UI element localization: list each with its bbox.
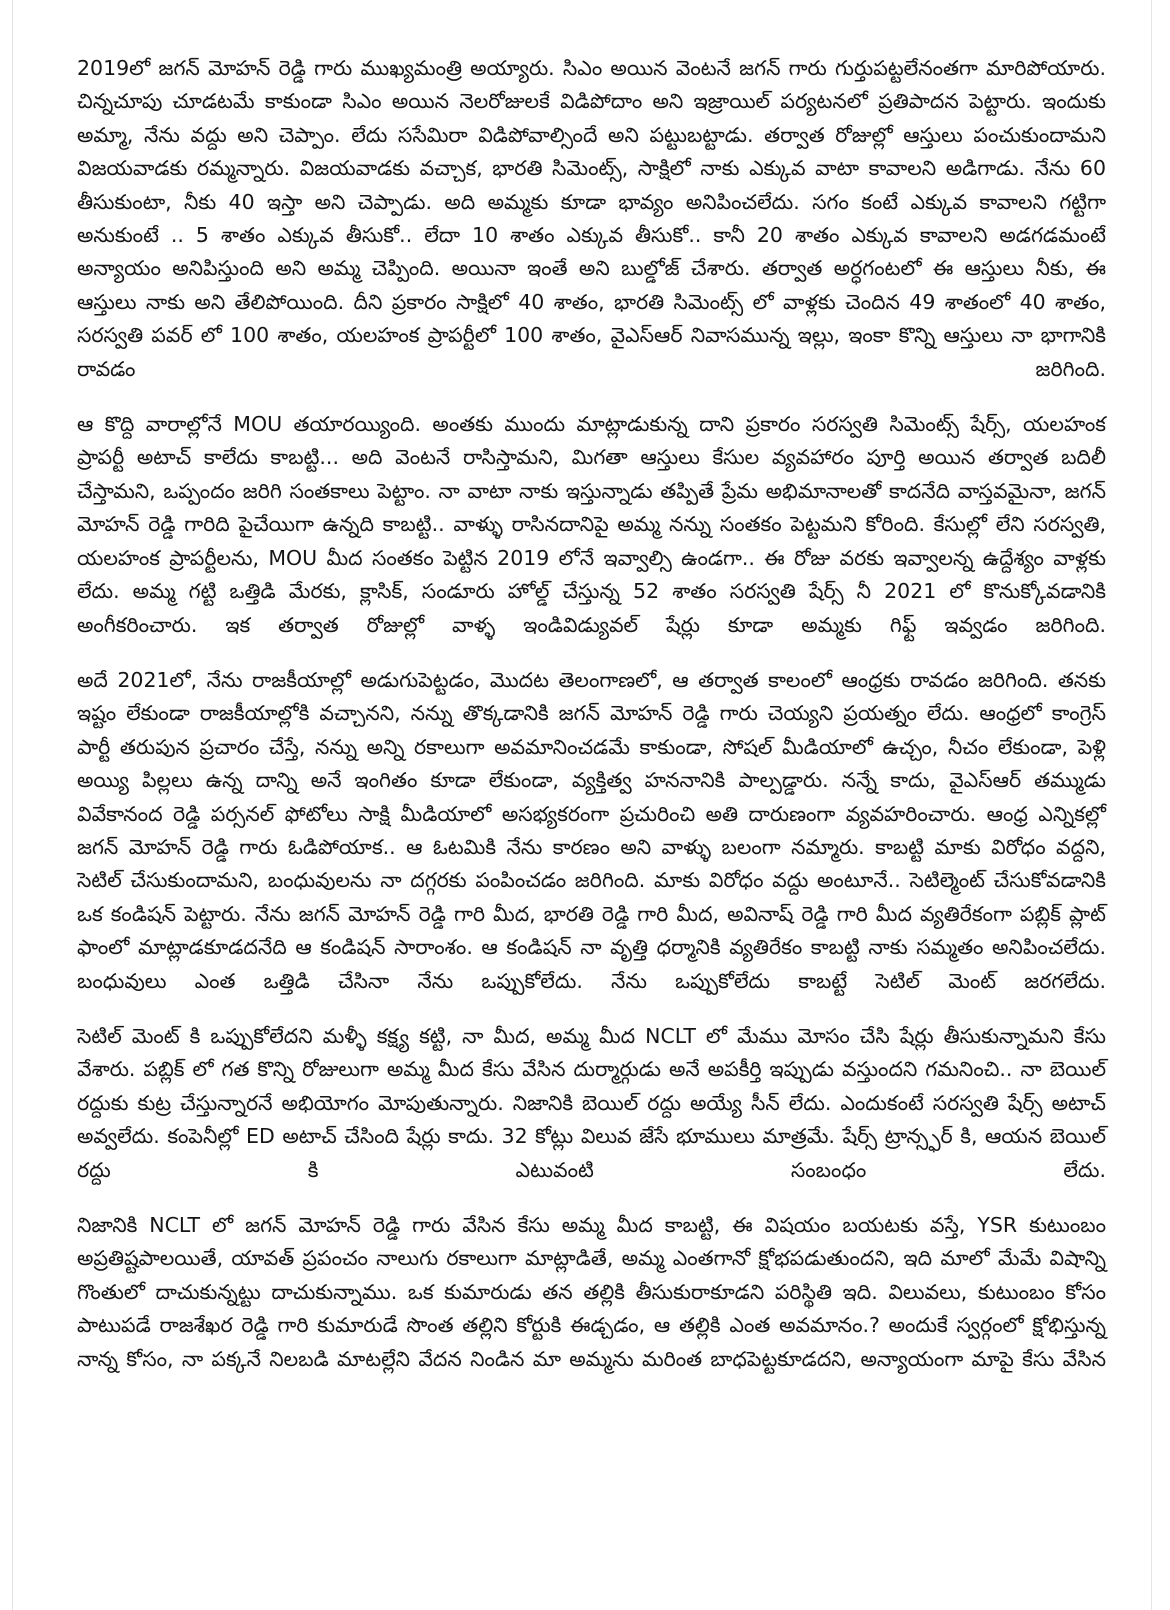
document-body <box>77 52 1106 1376</box>
paragraph-2: ఆ కొద్ది వారాల్లోనే MOU తయారయ్యింది. అంతకు ముందు మాట్లాడుకున్న దాని ప్రకారం సరస్వతి సిమెంట్స్ షేర్స్, యలహంక ప్రాపర్టీ అటాచ్ కాలేదు కాబట్టి... అది వెంటనే రాసిస్తామని, మిగతా ఆస్తులు కేసుల వ్యవహారం పూర్తి అయిన తర్వాత బదిలీ చేస్తామని, ఒప్పందం జరిగి సంతకాలు పెట్టాం. నా వాటా నాకు ఇస్తున్నాడు తప్పితే ప్రేమ అభిమానాలతో కాదనేది వాస్తవమైనా, జగన్ మోహన్ రెడ్డి గారిది పైచేయిగా ఉన్నది కాబట్టి.. వాళ్ళు రాసినదానిపై అమ్మ నన్ను సంతకం పెట్టమని కోరింది. కేసుల్లో లేని సరస్వతి, యలహంక ప్రాపర్టీలను, MOU మీద సంతకం పెట్టిన 2019 లోనే ఇవ్వాల్సి ఉండగా.. ఈ రోజు వరకు ఇవ్వాలన్న ఉద్దేశ్యం వాళ్లకు లేదు. అమ్మ గట్టి ఒత్తిడి మేరకు, క్లాసిక్, సండూరు హోల్డ్ చేస్తున్న 52 శాతం సరస్వతి షేర్స్ నీ 2021 లో కొనుక్కోవడానికి అంగీకరించారు. ఇక తర్వాత రోజుల్లో వాళ్ళ ఇండివిడ్యువల్ షేర్లు కూడా అమ్మకు గిఫ్ట్ ఇవ్వడం జరిగింది. <box>77 412 1106 637</box>
paragraph-1: 2019లో జగన్ మోహన్ రెడ్డి గారు ముఖ్యమంత్రి అయ్యారు. సిఎం అయిన వెంటనే జగన్ గారు గుర్తుపట్టలేనంతగా మారిపోయారు. చిన్నచూపు చూడటమే కాకుండా సిఎం అయిన నెలరోజులకే విడిపోదాం అని ఇజ్రాయిల్ పర్యటనలో ప్రతిపాదన పెట్టారు. ఇందుకు అమ్మా, నేను వద్దు అని చెప్పాం. లేదు ససేమిరా విడిపోవాల్సిందే అని పట్టుబట్టాడు. తర్వాత రోజుల్లో ఆస్తులు పంచుకుందామని విజయవాడకు రమ్మన్నారు. విజయవాడకు వచ్చాక, భారతి సిమెంట్స్, సాక్షిలో నాకు ఎక్కువ వాటా కావాలని అడిగాడు. నేను 60 తీసుకుంటా, నీకు 40 ఇస్తా అని చెప్పాడు. అది అమ్మకు కూడా భావ్యం అనిపించలేదు. సగం కంటే ఎక్కువ కావాలని గట్టిగా అనుకుంటే .. 5 శాతం ఎక్కువ తీసుకో.. లేదా 10 శాతం ఎక్కువ తీసుకో.. కానీ 20 శాతం ఎక్కువ కావాలని అడగడమంటే అన్యాయం అనిపిస్తుంది అని అమ్మ చెప్పింది. అయినా ఇంతే అని బుల్డోజ్ చేశారు. తర్వాత అర్ధగంటలో ఈ ఆస్తులు నీకు, ఈ ఆస్తులు నాకు అని తేలిపోయింది. దీని ప్రకారం సాక్షిలో 40 శాతం, భారతి సిమెంట్స్ లో వాళ్లకు చెందిన 49 శాతంలో 40 శాతం, సరస్వతి పవర్ లో 100 శాతం, యలహంక ప్రాపర్టీలో 100 శాతం, వైఎస్ఆర్ నివాసమున్న ఇల్లు, ఇంకా కొన్ని ఆస్తులు నా భాగానికి రావడం జరిగింది. <box>77 56 1106 381</box>
document-page <box>12 0 1152 1610</box>
paragraph-3: అదే 2021లో, నేను రాజకీయాల్లో అడుగుపెట్టడం, మొదట తెలంగాణలో, ఆ తర్వాత కాలంలో ఆంధ్రకు రావడం జరిగింది. తనకు ఇష్టం లేకుండా రాజకీయాల్లోకి వచ్చానని, నన్ను తొక్కడానికి జగన్ మోహన్ రెడ్డి గారు చెయ్యని ప్రయత్నం లేదు. ఆంధ్రలో కాంగ్రెస్ పార్టీ తరుపున ప్రచారం చేస్తే, నన్ను అన్ని రకాలుగా అవమానించడమే కాకుండా, సోషల్ మీడియాలో ఉచ్చం, నీచం లేకుండా, పెళ్లి అయ్యి పిల్లలు ఉన్న దాన్ని అనే ఇంగితం కూడా లేకుండా, వ్యక్తిత్వ హననానికి పాల్పడ్డారు. నన్నే కాదు, వైఎస్ఆర్ తమ్ముడు వివేకానంద రెడ్డి పర్సనల్ ఫోటోలు సాక్షి మీడియాలో అసభ్యకరంగా ప్రచురించి అతి దారుణంగా వ్యవహరించారు. ఆంధ్ర ఎన్నికల్లో జగన్ మోహన్ రెడ్డి గారు ఓడిపోయాక.. ఆ ఓటమికి నేను కారణం అని వాళ్ళు బలంగా నమ్మారు. కాబట్టి మాకు విరోధం వద్దని, సెటిల్ చేసుకుందామని, బంధువులను నా దగ్గరకు పంపించడం జరిగింది. మాకు విరోధం వద్దు అంటూనే.. సెటిల్మెంట్ చేసుకోవడానికి ఒక కండిషన్ పెట్టారు. నేను జగన్ మోహన్ రెడ్డి గారి మీద, భారతి రెడ్డి గారి మీద, అవినాష్ రెడ్డి గారి మీద వ్యతిరేకంగా పబ్లిక్ ప్లాట్ ఫాంలో మాట్లాడకూడదనేది ఆ కండిషన్ సారాంశం. ఆ కండిషన్ నా వృత్తి ధర్మానికి వ్యతిరేకం కాబట్టి నాకు సమ్మతం అనిపించలేదు. బంధువులు ఎంత ఒత్తిడి చేసినా నేను ఒప్పుకోలేదు. నేను ఒప్పుకోలేదు కాబట్టే సెటిల్ మెంట్ జరగలేదు. <box>77 667 1106 993</box>
paragraph-4: సెటిల్ మెంట్ కి ఒప్పుకోలేదని మళ్ళీ కక్ష్య కట్టి, నా మీద, అమ్మ మీద NCLT లో మేము మోసం చేసి షేర్లు తీసుకున్నామని కేసు వేశారు. పబ్లిక్ లో గత కొన్ని రోజులుగా అమ్మ మీద కేసు వేసిన దుర్మార్గుడు అనే అపకీర్తి ఇప్పుడు వస్తుందని గమనించి.. నా బెయిల్ రద్దుకు కుట్ర చేస్తున్నారనే అభియోగం మోపుతున్నారు. నిజానికి బెయిల్ రద్దు అయ్యే సీన్ లేదు. ఎందుకంటే సరస్వతి షేర్స్ అటాచ్ అవ్వలేదు. కంపెనీల్లో ED అటాచ్ చేసింది షేర్లు కాదు. 32 కోట్లు విలువ జేసే భూములు మాత్రమే. షేర్స్ ట్రాన్స్ఫర్ కి, ఆయన బెయిల్ రద్దు కి ఎటువంటి సంబంధం లేదు. <box>77 1023 1106 1182</box>
paragraph-5: నిజానికి NCLT లో జగన్ మోహన్ రెడ్డి గారు వేసిన కేసు అమ్మ మీద కాబట్టి, ఈ విషయం బయటకు వస్తే, YSR కుటుంబం అప్రతిష్టపాలయితే, యావత్ ప్రపంచం నాలుగు రకాలుగా మాట్లాడితే, అమ్మ ఎంతగానో క్షోభపడుతుందని, ఇది మాలో మేమే విషాన్ని గొంతులో దాచుకున్నట్టు దాచుకున్నాము. ఒక కుమారుడు తన తల్లికి తీసుకురాకూడని పరిస్థితి ఇది. విలువలు, కుటుంబం కోసం పాటుపడే రాజశేఖర రెడ్డి గారి కుమారుడే సొంత తల్లిని కోర్టుకి ఈడ్చడం, ఆ తల్లికి ఎంత అవమానం.? అందుకే స్వర్గంలో క్షోభిస్తున్న నాన్న కోసం, నా పక్కనే నిలబడి మాటల్లేని వేదన నిండిన మా అమ్మను మరింత బాధపెట్టకూడదని, అన్యాయంగా మాపై కేసు వేసిన <box>77 1213 1106 1371</box>
